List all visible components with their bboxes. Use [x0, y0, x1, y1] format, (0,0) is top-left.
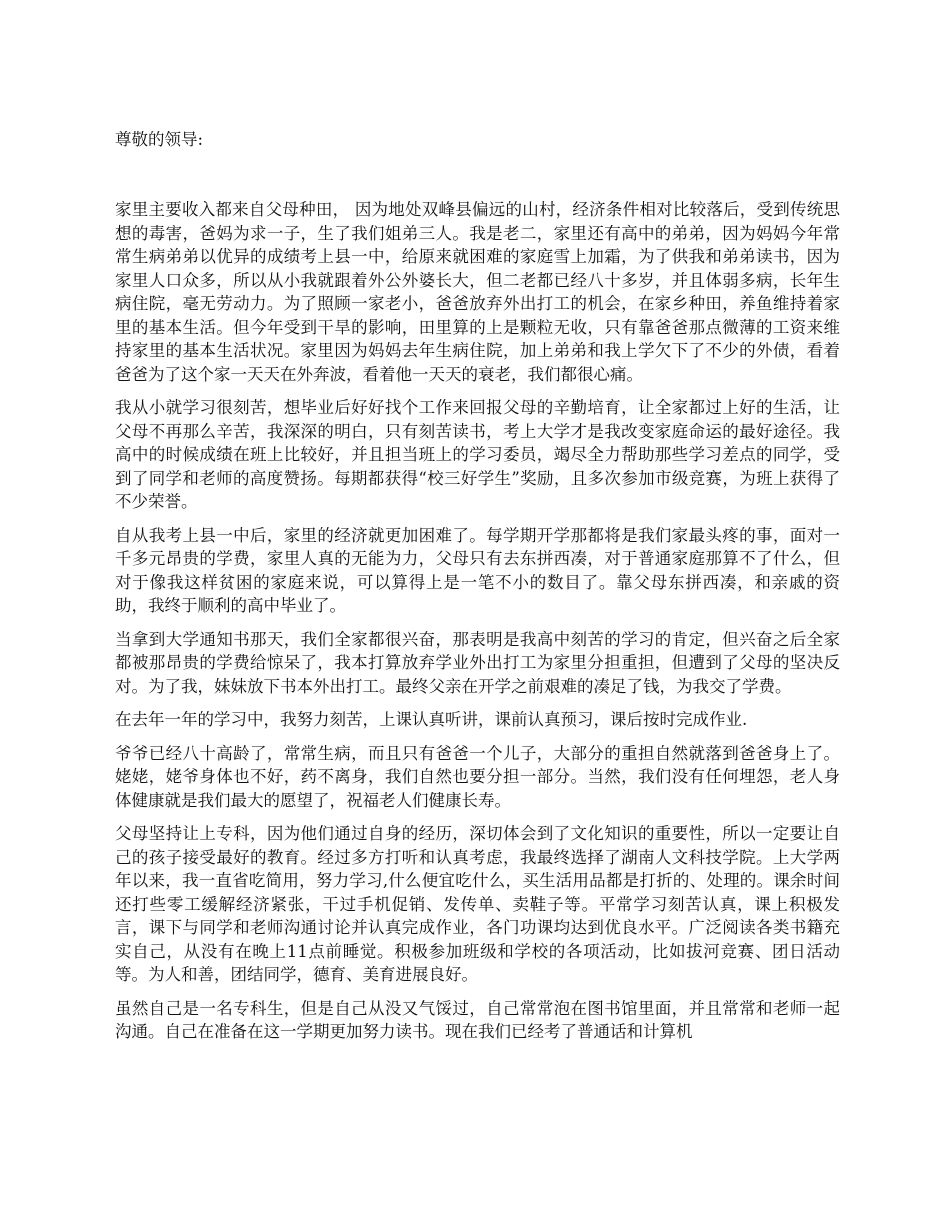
paragraph-admission: 当拿到大学通知书那天，我们全家都很兴奋，那表明是我高中刻苦的学习的肯定，但兴奋之后全家都被那昂贵的学费给惊呆了，我本打算放弃学业外出打工为家里分担重担，但遭到了父母的坚决反对。为了我，妹妹放下书本外出打工。最终父亲在开学之前艰难的凑足了钱，为我交了学费。 [115, 629, 840, 696]
paragraph-family-income: 家里主要收入都来自父母种田， 因为地处双峰县偏远的山村，经济条件相对比较落后，受到传统思想的毒害，爸妈为求一子，生了我们姐弟三人。我是老二，家里还有高中的弟弟，因为妈妈今年常常生病弟弟以优异的成绩考上县一中，给原来就困难的家庭雪上加霜，为了供我和弟弟读书，因为家里人口众多，所以从小我就跟着外公外婆长大，但二老都已经八十多岁，并且体弱多病，长年生病住院，毫无劳动力。为了照顾一家老小，爸爸放弃外出打工的机会，在家乡种田，养鱼维持着家里的基本生活。但今年受到干旱的影响，田里算的上是颗粒无收，只有靠爸爸那点微薄的工资来维持家里的基本生活状况。家里因为妈妈去年生病住院，加上弟弟和我上学欠下了不少的外债，看着爸爸为了这个家一天天在外奔波，看着他一天天的衰老，我们都很心痛。 [115, 200, 840, 384]
paragraph-last-year: 在去年一年的学习中，我努力刻苦，上课认真听讲，课前认真预习，课后按时完成作业. [115, 710, 748, 729]
paragraph-high-school: 自从我考上县一中后，家里的经济就更加困难了。每学期开学那都将是我们家最头疼的事，面对一千多元昂贵的学费，家里人真的无能为力，父母只有去东拼西凑，对于普通家庭那算不了什么，但对于像我这样贫困的家庭来说，可以算得上是一笔不小的数目了。靠父母东拼西凑，和亲戚的资助，我终于顺利的高中毕业了。 [115, 525, 840, 615]
paragraph-not-discouraged: 虽然自己是一名专科生，但是自己从没又气馁过，自己常常泡在图书馆里面，并且常常和老师一起沟通。自己在准备在这一学期更加努力读书。现在我们已经考了普通话和计算机 [115, 998, 840, 1041]
paragraph-grandparents: 爷爷已经八十高龄了，常常生病，而且只有爸爸一个儿子，大部分的重担自然就落到爸爸身上了。姥姥，姥爷身体也不好，药不离身，我们自然也要分担一部分。当然，我们没有任何埋怨，老人身体健康就是我们最大的愿望了，祝福老人们健康长寿。 [115, 743, 840, 810]
paragraph-study-hard: 我从小就学习很刻苦，想毕业后好好找个工作来回报父母的辛勤培育，让全家都过上好的生活，让父母不再那么辛苦，我深深的明白，只有刻苦读书，考上大学才是我改变家庭命运的最好途径。我高中的时候成绩在班上比较好，并且担当班上的学习委员，竭尽全力帮助那些学习差点的同学，受到了同学和老师的高度赞扬。每期都获得“校三好学生”奖励，且多次参加市级竞赛，为班上获得了不少荣誉。 [115, 398, 840, 511]
letter-body [115, 198, 840, 1054]
paragraph-college: 父母坚持让上专科，因为他们通过自身的经历，深切体会到了文化知识的重要性，所以一定要让自己的孩子接受最好的教育。经过多方打听和认真考虑，我最终选择了湖南人文科技学院。上大学两年以来，我一直省吃简用，努力学习,什么便宜吃什么，买生活用品都是打折的、处理的。课余时间还打些零工缓解经济紧张，干过手机促销、发传单、卖鞋子等。平常学习刻苦认真，课上积极发言，课下与同学和老师沟通讨论并认真完成作业，各门功课均达到优良水平。广泛阅读各类书籍充实自己，从没有在晚上11点前睡觉。积极参加班级和学校的各项活动，比如拔河竞赛、团日活动等。为人和善，团结同学，德育、美育进展良好。 [115, 824, 840, 984]
salutation: 尊敬的领导: [115, 130, 204, 149]
